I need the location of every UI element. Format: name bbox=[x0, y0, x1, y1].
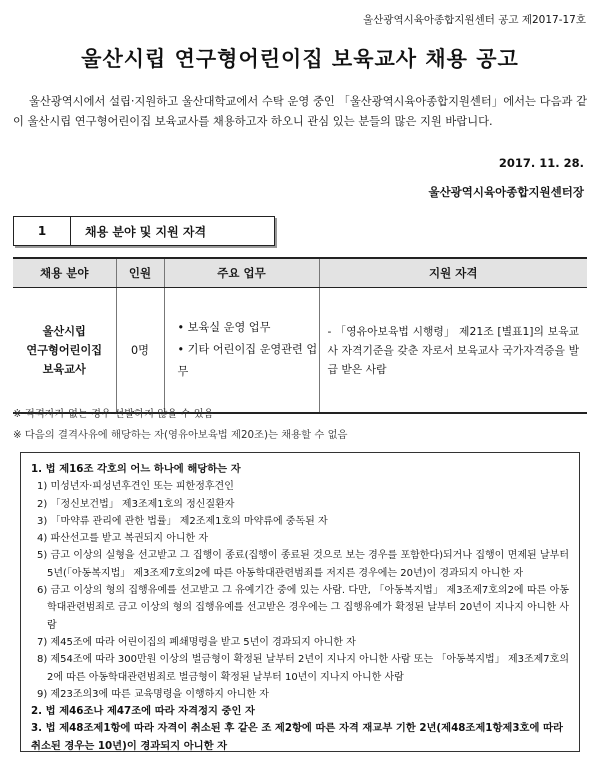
header-count: 인원 bbox=[116, 258, 164, 288]
field-line: 울산시립 bbox=[42, 324, 86, 338]
list-item: 7) 제45조에 따라 어린이집의 폐쇄명령을 받고 5년이 경과되지 아니한 자 bbox=[37, 636, 356, 648]
cell-field bbox=[13, 288, 116, 414]
note-disqualification: ※ 다음의 결격사유에 해당하는 자(영유아보육법 제20조)는 채용할 수 없음 bbox=[13, 429, 348, 441]
list-item: 4) 파산선고를 받고 복권되지 아니한 자 bbox=[37, 533, 209, 545]
section-header bbox=[13, 216, 275, 246]
section-number: 1 bbox=[14, 217, 71, 245]
cell-qualification: - 「영유아보육법 시행령」 제21조 [별표1]의 보육교사 자격기준을 갖춘 자로서 보육교사 국가자격증을 발급 받은 사람 bbox=[319, 288, 587, 414]
field-line: 연구형어린이집 bbox=[26, 343, 103, 357]
announcement-date: 2017. 11. 28. bbox=[498, 156, 584, 170]
header-duties: 주요 업무 bbox=[164, 258, 319, 288]
header-qualification: 지원 자격 bbox=[319, 258, 587, 288]
note-no-qualified: ※ 적격자가 없는 경우 선발하지 않을 수 있음 bbox=[13, 408, 214, 420]
disqualification-box bbox=[20, 452, 580, 752]
disqualification-heading: 2. 법 제46조나 제47조에 따라 자격정지 중인 자 bbox=[31, 705, 255, 718]
list-item: 8) 제54조에 따라 300만원 이상의 벌금형이 확정된 날부터 2년이 지나지 아니한 사람 또는 「아동복지법」 제3조제7호의2에 따른 아동학대관련범죄로 벌금형이 확정된 날부터 10년이 지나지 아니한 사람 bbox=[37, 654, 569, 683]
list-item: 5) 금고 이상의 실형을 선고받고 그 집행이 종료(집행이 종료된 것으로 보는 경우를 포함한다)되거나 집행이 면제된 날부터 5년(「아동복지법」 제3조제7호의2에 따른 아동학대관련범죄를 저지른 경우에는 20년)이 경과되지 아니한 자 bbox=[37, 550, 569, 579]
document-number: 울산광역시육아종합지원센터 공고 제2017-17호 bbox=[363, 14, 586, 26]
list-item: 2) 「정신보건법」 제3조제1호의 정신질환자 bbox=[37, 498, 235, 510]
list-item: 3) 「마약류 관리에 관한 법률」 제2조제1호의 마약류에 중독된 자 bbox=[37, 515, 328, 527]
cell-duties bbox=[164, 288, 319, 414]
issuer-name: 울산광역시육아종합지원센터장 bbox=[428, 185, 584, 199]
page-title: 울산시립 연구형어린이집 보육교사 채용 공고 bbox=[81, 47, 519, 71]
disqualification-heading: 1. 법 제16조 각호의 어느 하나에 해당하는 자 bbox=[31, 463, 241, 475]
cell-count: 0명 bbox=[116, 288, 164, 414]
duty-item: • 보육실 운영 업무 bbox=[178, 317, 318, 339]
table-row bbox=[13, 288, 587, 414]
duty-item: • 기타 어린이집 운영관련 업무 bbox=[178, 339, 318, 383]
list-item: 6) 금고 이상의 형의 집행유예를 선고받고 그 유예기간 중에 있는 사람. 다만, 「아동복지법」 제3조제7호의2에 따른 아동학대관련범죄로 금고 이상의 형의 집행유예를 선고받은 경우에는 그 집행유예가 확정된 날부터 20년이 지나지 아니한 사람 bbox=[37, 585, 569, 631]
table-header-row bbox=[13, 258, 587, 288]
disqualification-heading: 3. 법 제48조제1항에 따라 자격이 취소된 후 같은 조 제2항에 따른 자격 재교부 기한 2년(제48조제1항제3호에 따라 취소된 경우는 10년)이 경과되지 아니한 자 bbox=[31, 722, 563, 752]
hiring-table bbox=[13, 257, 587, 414]
list-item: 1) 미성년자·피성년후견인 또는 피한정후견인 bbox=[37, 481, 234, 493]
list-item: 9) 제23조의3에 따른 교육명령을 이행하지 아니한 자 bbox=[37, 688, 269, 700]
field-line: 보육교사 bbox=[42, 362, 86, 376]
intro-paragraph: 울산광역시에서 설립·지원하고 울산대학교에서 수탁 운영 중인 「울산광역시육아종합지원센터」에서는 다음과 같이 울산시립 연구형어린이집 보육교사를 채용하고자 하오니 관심 있는 분들의 많은 지원 바랍니다. bbox=[13, 95, 587, 128]
header-field: 채용 분야 bbox=[13, 258, 116, 288]
section-title: 채용 분야 및 지원 자격 bbox=[85, 224, 207, 239]
